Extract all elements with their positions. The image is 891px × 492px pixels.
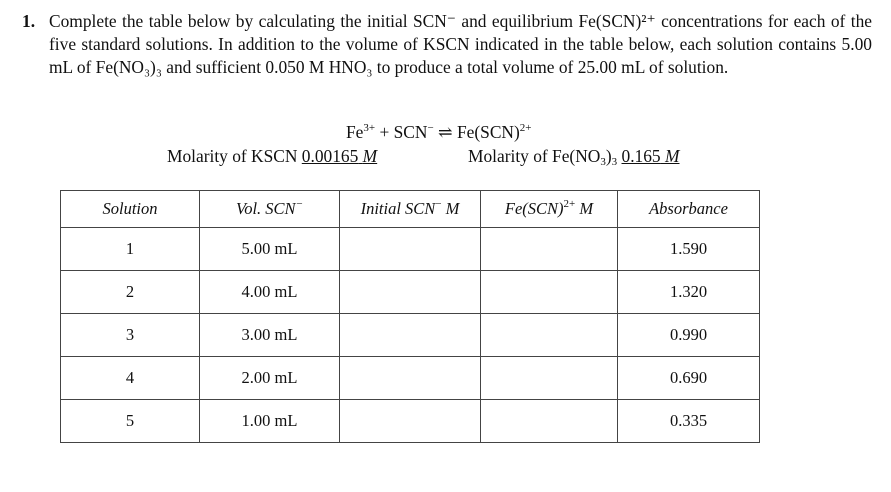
header-fescn-label: Fe(SCN)	[504, 199, 564, 218]
cell-initial-scn[interactable]	[340, 314, 481, 357]
fe-molarity-label: Molarity of Fe(NO	[468, 146, 601, 166]
fe-molarity-sub1: 3	[600, 156, 606, 168]
header-solution: Solution	[61, 191, 200, 228]
question-number: 1.	[22, 11, 36, 31]
header-initial-scn-label: Initial SCN	[360, 199, 436, 218]
cell-fescn[interactable]	[481, 228, 618, 271]
reaction-equation	[346, 122, 532, 143]
question	[22, 10, 872, 79]
cell-absorbance: 1.320	[618, 271, 760, 314]
cell-initial-scn[interactable]	[340, 400, 481, 443]
header-vol-scn	[200, 191, 340, 228]
cell-solution: 2	[61, 271, 200, 314]
kscn-molarity-label: Molarity of KSCN	[167, 146, 302, 166]
table-row	[61, 271, 760, 314]
reactant-scn: + SCN	[375, 122, 428, 142]
fe-molarity-unit: M	[665, 146, 680, 166]
cell-fescn[interactable]	[481, 271, 618, 314]
table-row	[61, 228, 760, 271]
reactant-fe: Fe	[346, 122, 364, 142]
cell-volume: 2.00 mL	[200, 357, 340, 400]
equilibrium-arrow: ⇌	[433, 122, 457, 142]
cell-absorbance: 0.990	[618, 314, 760, 357]
solutions-table	[60, 190, 760, 443]
kscn-molarity	[167, 146, 377, 167]
cell-initial-scn[interactable]	[340, 357, 481, 400]
product-charge: 2+	[519, 122, 532, 134]
fe-molarity-value: 0.165	[621, 146, 661, 166]
cell-solution: 4	[61, 357, 200, 400]
cell-absorbance: 0.690	[618, 357, 760, 400]
table-row	[61, 400, 760, 443]
kscn-molarity-value-group	[302, 146, 377, 166]
kscn-molarity-value: 0.00165	[301, 146, 359, 166]
header-fescn	[481, 191, 618, 228]
cell-solution: 5	[61, 400, 200, 443]
cell-volume: 4.00 mL	[200, 271, 340, 314]
header-vol-scn-label: Vol. SCN	[235, 199, 296, 218]
fe-molarity-value-group	[622, 146, 680, 166]
cell-absorbance: 0.335	[618, 400, 760, 443]
cell-volume: 1.00 mL	[200, 400, 340, 443]
cell-initial-scn[interactable]	[340, 228, 481, 271]
table-header-row	[61, 191, 760, 228]
fe-molarity-sub2: 3	[611, 156, 618, 168]
fe-charge: 3+	[363, 122, 376, 134]
header-initial-scn-charge: −	[435, 198, 442, 210]
question-text: Complete the table below by calculating the initial SCN⁻ and equilibrium Fe(SCN)²⁺ concentrations for each of the five standard solutions. In addition to the volume of KSCN indicated in the table below, each solution contains 5.00 mL of Fe(NO₃)₃ and sufficient 0.050 M HNO₃ to produce a total volume of 25.00 mL of solution.	[49, 11, 872, 77]
fe-molarity-label-close: )	[605, 146, 612, 166]
cell-fescn[interactable]	[481, 314, 618, 357]
table-row	[61, 357, 760, 400]
fe-nitrate-molarity	[468, 146, 680, 168]
cell-initial-scn[interactable]	[340, 271, 481, 314]
header-vol-scn-charge: −	[295, 198, 304, 210]
header-fescn-charge: 2+	[563, 198, 576, 210]
cell-volume: 3.00 mL	[200, 314, 340, 357]
header-initial-scn-unit: M	[441, 199, 460, 218]
cell-fescn[interactable]	[481, 357, 618, 400]
cell-volume: 5.00 mL	[200, 228, 340, 271]
header-fescn-unit: M	[575, 199, 594, 218]
kscn-molarity-unit: M	[362, 146, 378, 166]
cell-fescn[interactable]	[481, 400, 618, 443]
cell-solution: 1	[61, 228, 200, 271]
cell-absorbance: 1.590	[618, 228, 760, 271]
product-fescn: Fe(SCN)	[456, 122, 520, 142]
cell-solution: 3	[61, 314, 200, 357]
scn-charge: −	[427, 122, 434, 134]
header-absorbance: Absorbance	[618, 191, 760, 228]
table-row	[61, 314, 760, 357]
header-initial-scn	[340, 191, 481, 228]
